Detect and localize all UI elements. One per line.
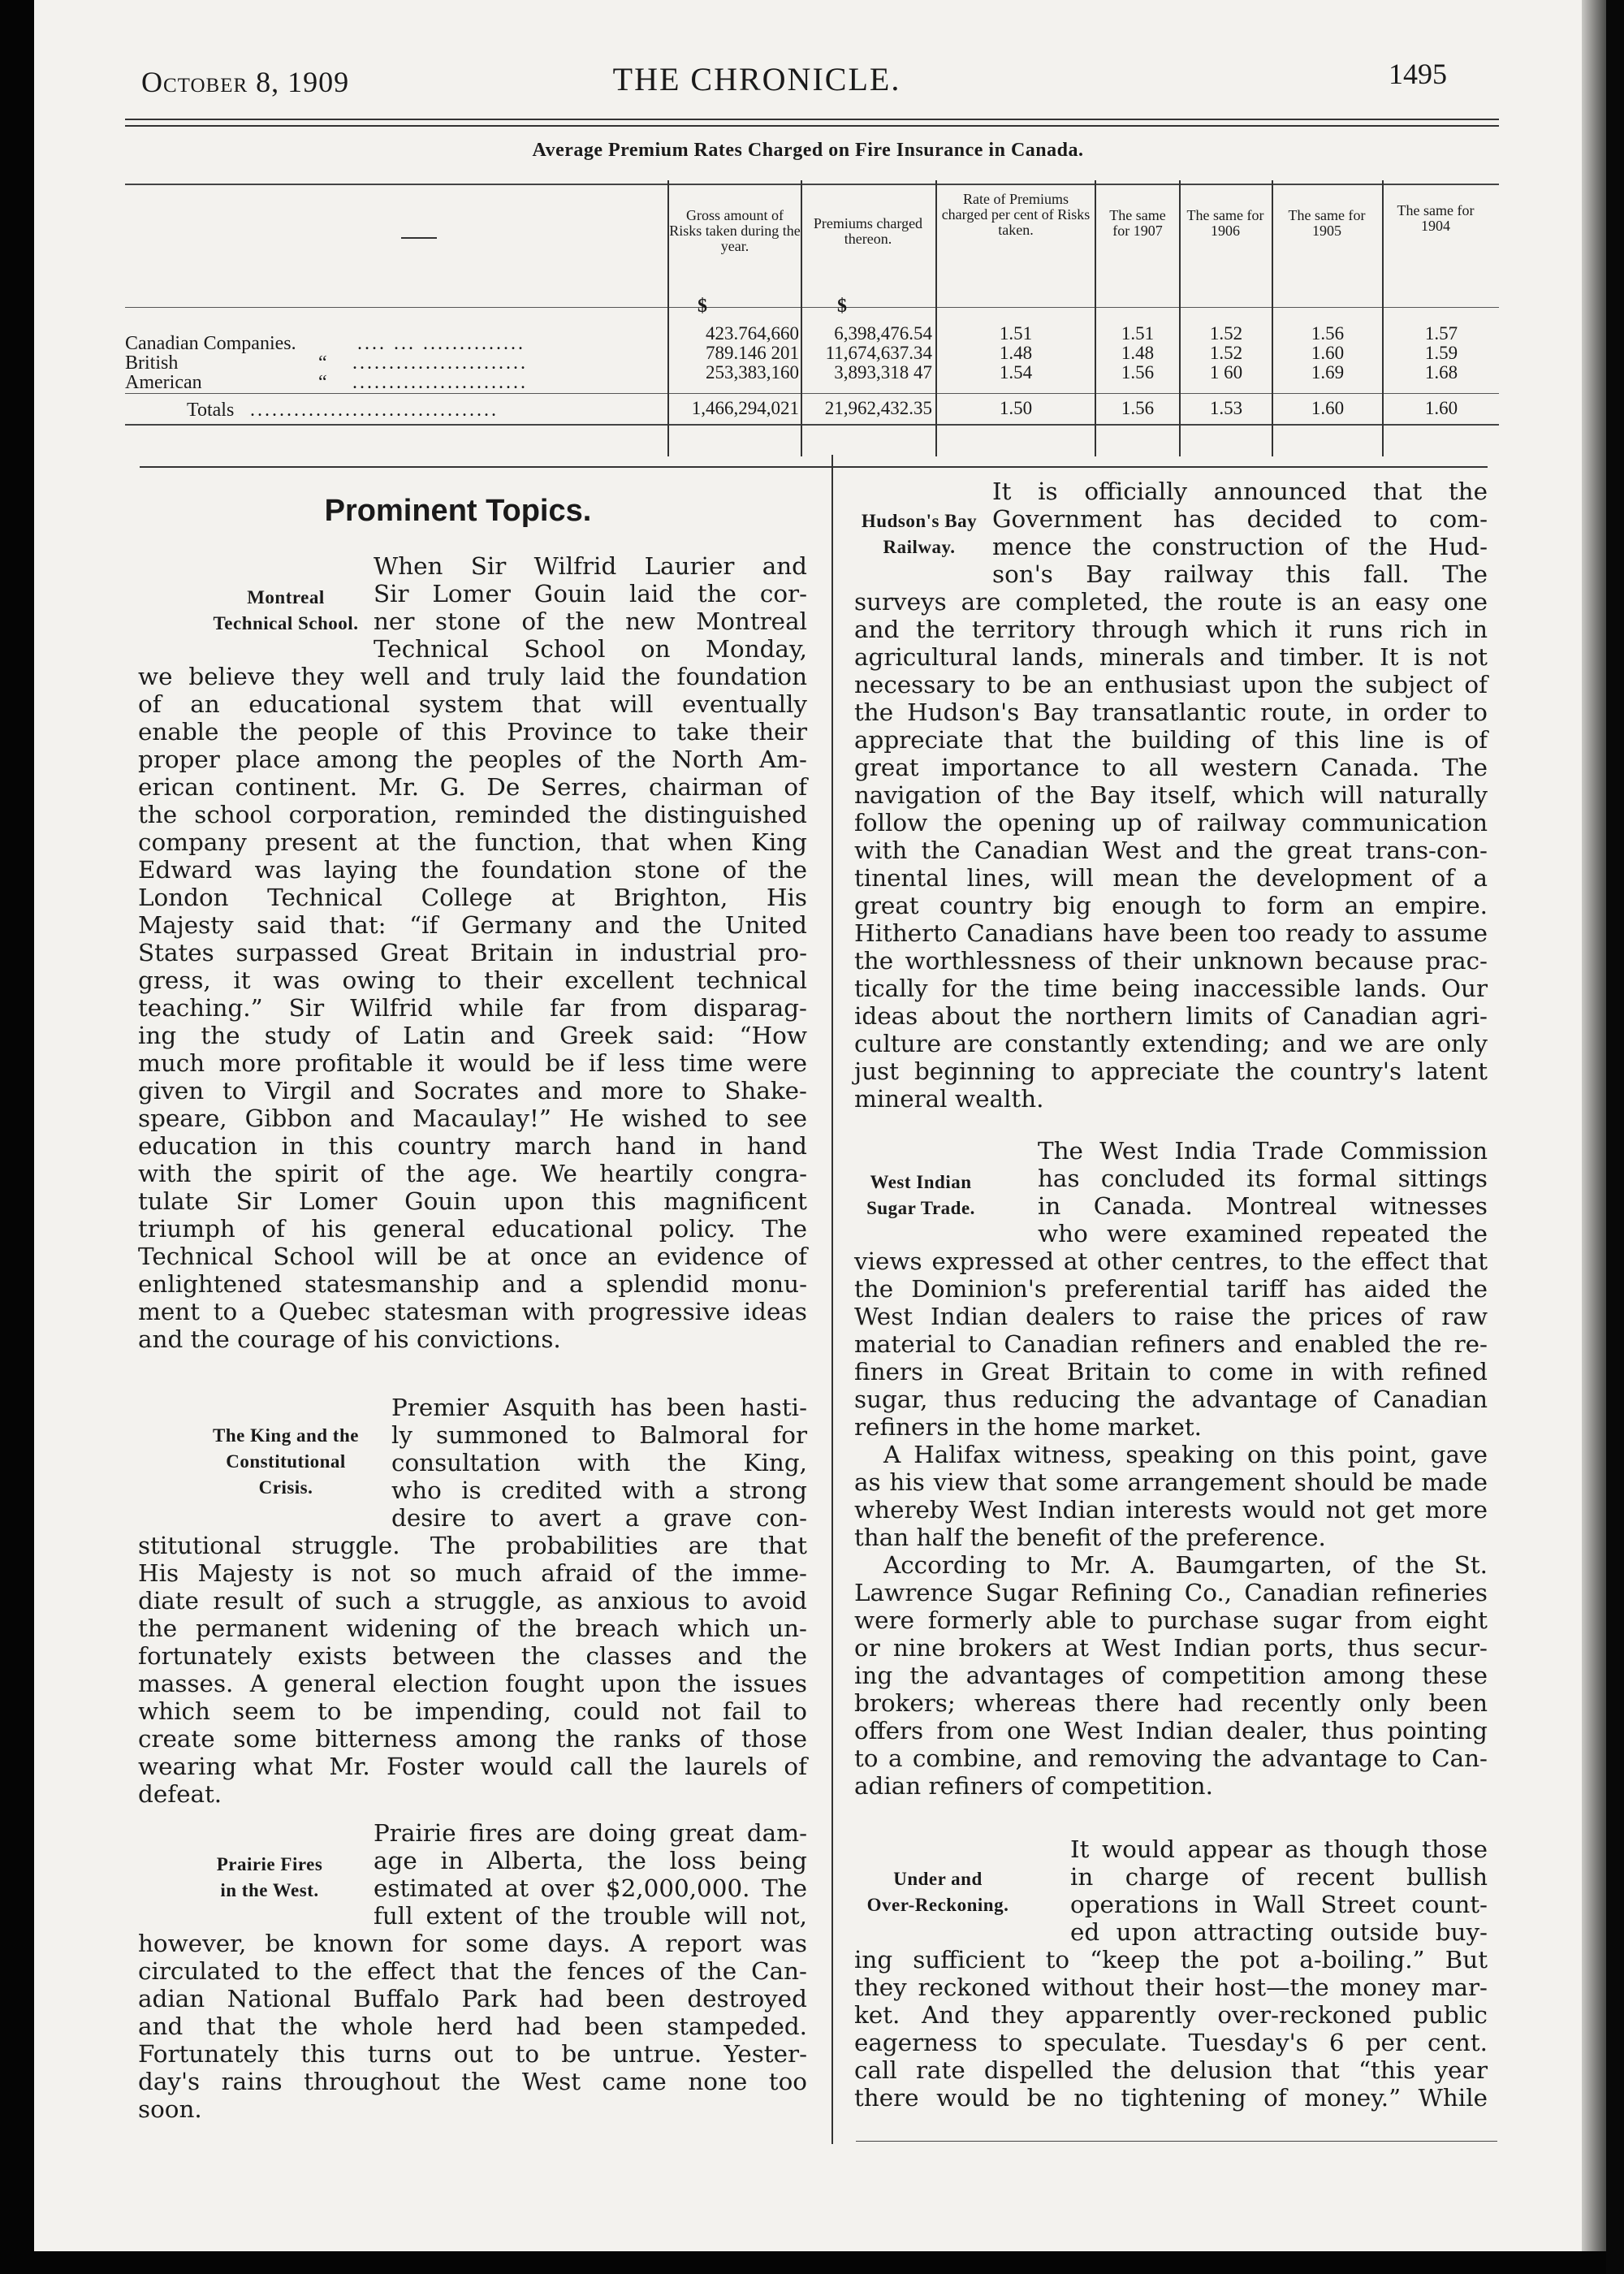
table-totals-rule [125,393,1499,394]
cell-rate: 1.54 [999,362,1033,383]
table-bottom-rule [125,424,1499,426]
article-sugar-intro: The West India Trade Commission has concluded its formal sittings in Canada. Montreal witnesses who were examined repeated the [1038,1137,1488,1247]
row-label: British “ ........................ [125,352,528,374]
newspaper-page [34,0,1582,2251]
cell-premiums: 11,674,637.34 [825,343,932,363]
article-montreal-body: we believe they well and truly laid the foundation of an educational system that will eventually enable the people of this Province to take their proper place among the peoples of the North Am- erican continent. Mr. G. De Serres, chairman of the school corporation, reminded the distinguished company present at the function, that when King Edward was laying the foundation stone of the London Technical College at Brighton, His Majesty said that: “if Germany and the United States surpassed Great Britain in industrial pro- gress, it was owing to their excellent technical teaching.” Sir Wilfrid while far from disparag- ing the study of Latin and Greek said: “How much more profitable it would be if less time were given to Virgil and Socrates and more to Shake- speare, Gibbon and Macaulay!” He wished to see education in this country march hand in hand with the spirit of the age. We heartily congra- tulate Sir Lomer Gouin upon this magnificent triumph of his general educational policy. The Technical School will be at once an evidence of enlightened statesmanship and a splendid monu- ment to a Quebec statesman with progressive ideas and the courage of his convictions. [138,663,807,1353]
sidehead-king: The King and the Constitutional Crisis. [213,1425,359,1498]
cell-1907: 1.56 [1121,362,1155,383]
cell-1905: 1.69 [1311,362,1345,383]
publication-title: THE CHRONICLE. [612,61,901,97]
totals-label: Totals .................................. [187,400,499,421]
masthead-rule [125,119,1499,127]
cell-total-1904: 1.60 [1424,398,1458,418]
cell-1906: 1.52 [1209,323,1243,344]
cell-1907: 1.48 [1121,343,1155,363]
article-prairie-intro: Prairie fires are doing great dam- age in Alberta, the loss being estimated at over $2,000,000. The full extent of the trouble will not, [374,1819,807,1930]
cell-1905: 1.56 [1311,323,1345,344]
article-montreal-intro: When Sir Wilfrid Laurier and Sir Lomer Gouin laid the cor- ner stone of the new Montreal Technical School on Monday, [374,552,807,663]
table-col-rule [801,180,802,456]
sidehead-prairie: Prairie Fires in the West. [216,1854,323,1900]
sidehead-hudson: Hudson's Bay Railway. [861,511,978,557]
cell-total-1905: 1.60 [1311,398,1345,418]
article-reckoning-intro: It would appear as though those in charge of recent bullish operations in Wall Street count- ed upon attracting outside buy- [1070,1835,1488,1946]
col-header-gross: Gross amount of Risks taken during the year. [669,207,801,254]
cell-1904: 1.57 [1424,323,1458,344]
cell-1906: 1 60 [1209,362,1243,383]
cell-1904: 1.59 [1424,343,1458,363]
cell-1907: 1.51 [1121,323,1155,344]
col-header-1904: The same for 1904 [1397,202,1475,234]
cell-gross: 789.146 201 [706,343,799,363]
article-sugar-body: views expressed at other centres, to the effect that the Dominion's preferential tariff has aided the West Indian dealers to raise the prices of raw material to Canadian refiners and enabled the re- finers in Great Britain to come in with refined sugar, thus reducing the advantage of Canadian refiners in the home market. A Halifax witness, speaking on this point, gave as his view that some arrangement should be made whereby West Indian interests would not get more than half the benefit of the preference. According to Mr. A. Baumgarten, of the St. Lawrence Sugar Refining Co., Canadian refineries were formerly able to purchase sugar from eight or nine brokers at West Indian ports, thus secur- ing the advantages of competition among these brokers; whereas there had recently only been offers from one West Indian dealer, thus pointing to a combine, and removing the advantage to Can- adian refiners of competition. [854,1247,1488,1800]
article-reckoning-body: ing sufficient to “keep the pot a-boiling.” But they reckoned without their host—the money mar- ket. And they apparently over-reckoned public eagerness to speculate. Tuesday's 6 per cent. call rate dispelled the delusion that “this year there would be no tightening of money.” While [854,1946,1488,2112]
cell-1905: 1.60 [1311,343,1345,363]
premiums-unit: $ [837,296,847,317]
gross-unit: $ [698,296,707,317]
col-header-1906: The same for 1906 [1186,207,1264,239]
row-label: American “ ........................ [125,372,528,393]
sidehead-sugar: West Indian Sugar Trade. [866,1172,975,1218]
cell-total-premiums: 21,962,432.35 [824,398,932,418]
row-label: Canadian Companies. .... ... .............. [125,333,525,354]
col-header-rate: Rate of Premiums charged per cent of Risks taken. [941,191,1091,238]
scan-border-bottom [0,2251,1624,2274]
stub-header-dash [401,237,437,239]
cell-gross: 253,383,160 [706,362,799,383]
article-king-body: stitutional struggle. The probabilities are that His Majesty is not so much afraid of the imme- diate result of such a struggle, as anxious to avoid the permanent widening of the breach which un- fortunately exists between the classes and the masses. A general election fought upon the issues which seem to be impending, could not fail to create some bitterness among the ranks of those wearing what Mr. Foster would call the laurels of defeat. [138,1532,807,1808]
section-title: Prominent Topics. [324,494,592,528]
sidehead-reckoning: Under and Over-Reckoning. [866,1869,1009,1915]
article-king-intro: Premier Asquith has been hasti- ly summoned to Balmoral for consultation with the King, who is credited with a strong desire to avert a grave con- [391,1394,807,1532]
cell-1906: 1.52 [1209,343,1243,363]
page-edge-shadow [1582,0,1606,2251]
col-header-1905: The same for 1905 [1288,207,1366,239]
cell-total-1907: 1.56 [1121,398,1155,418]
cell-total-1906: 1.53 [1209,398,1243,418]
cell-rate: 1.48 [999,343,1033,363]
page-number: 1495 [1389,58,1447,90]
table-top-rule [125,184,1499,185]
cell-total-gross: 1,466,294,021 [691,398,799,418]
cell-total-rate: 1.50 [999,398,1033,418]
col-header-premiums: Premiums charged thereon. [813,215,923,247]
table-section-rule [140,466,1488,469]
masthead [34,57,1582,106]
article-hudson-body: surveys are completed, the route is an easy one and the territory through which it runs rich in agricultural lands, minerals and timber. It is not necessary to be an enthusiast upon the subject of the Hudson's Bay transatlantic route, in order to appreciate that the building of this line is of great importance to all western Canada. The navigation of the Bay itself, which will naturally follow the opening up of railway communication with the Canadian West and the great trans-con- tinental lines, will mean the development of a great country big enough to form an empire. Hitherto Canadians have been too ready to assume the worthlessness of their unknown because prac- tically for the time being inaccessible lands. Our ideas about the northern limits of Canadian agri- culture are constantly extending; and we are only just beginning to appreciate the country's latent mineral wealth. [854,588,1488,1113]
article-hudson-intro: It is officially announced that the Government has decided to com- mence the construction of the Hud- son's Bay railway this fall. The [992,478,1488,588]
cell-premiums: 3,893,318 47 [834,362,932,383]
cell-gross: 423.764,660 [706,323,799,344]
cell-premiums: 6,398,476.54 [834,323,932,344]
scan-border-right [1606,0,1624,2274]
cell-1904: 1.68 [1424,362,1458,383]
sidehead-montreal: Montreal Technical School. [213,587,359,633]
column-bottom-rule [856,2141,1497,2142]
table-title: Average Premium Rates Charged on Fire Insurance in Canada. [532,140,1084,161]
premium-rates-table [125,180,1499,456]
cell-rate: 1.51 [999,323,1033,344]
issue-date: October 8, 1909 [141,66,350,98]
col-header-1907: The same for 1907 [1109,207,1166,239]
article-prairie-body: however, be known for some days. A report was circulated to the effect that the fences of the Can- adian National Buffalo Park had been destroyed and that the whole herd had been stampeded. Fortunately this turns out to be untrue. Yester- day's rains throughout the West came none too soon. [138,1930,807,2123]
scan-border-left [0,0,34,2274]
